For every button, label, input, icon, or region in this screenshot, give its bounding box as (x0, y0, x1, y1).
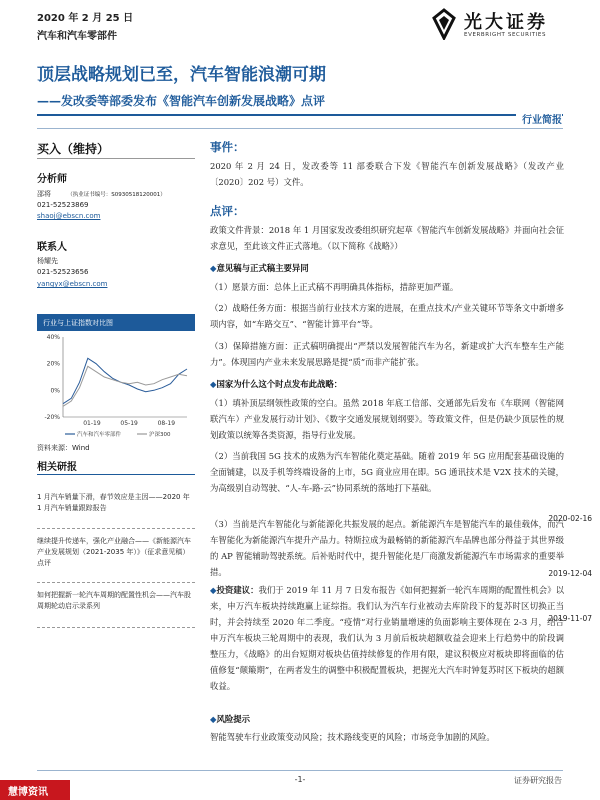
related-report-date: 2019-11-07 (548, 614, 592, 623)
subsection-heading-text: 意见稿与正式稿主要异同 (216, 263, 309, 273)
related-divider (37, 474, 195, 475)
title-divider (37, 114, 563, 116)
report-date: 2020 年 2 月 25 日 (37, 13, 134, 24)
related-report-text: 如何把握新一轮汽车周期的配置性机会——汽车股周期轮动启示录系列 (37, 591, 191, 610)
analyst-phone: 021-52523869 (37, 201, 89, 209)
related-report-text: 继续提升传递车，强化产业融合——《新能源汽车产业发展规划（2021-2035 年）》（征求意见稿）点评 (37, 537, 191, 567)
risk-heading-text: 风险提示 (216, 714, 250, 724)
x-tick-label: 01-19 (83, 420, 101, 427)
subsection-heading-text: 国家为什么这个时点发布此战略： (216, 379, 343, 389)
paragraph: （1）愿景方面：总体上正式稿不再明确具体指标，措辞更加严谨。 (210, 282, 459, 292)
paragraph: （2）当前我国 5G 技术的成熟为汽车智能化奠定基础。随着 2019 年 5G 应用配套基础设施的全面铺建，以及手机等终端设备的上市，5G 商业应用在即。5G 通讯技术是 V2X 技术的关键，为高级别自动驾驶、“人-车-路-云”协同系统的落地打下基础。 (210, 451, 564, 493)
contact-label: 联系人 (37, 242, 67, 253)
logo-subtext: EVERBRIGHT SECURITIES (464, 32, 547, 38)
comment-heading: 点评： (210, 204, 245, 218)
investment-advice-paragraph (210, 582, 564, 694)
legend-label: 汽车和汽车零部件 (77, 432, 122, 438)
footer-label: 证券研究报告 (514, 776, 562, 785)
y-tick-label: 40% (46, 334, 60, 341)
analyst-name (37, 189, 166, 199)
subsection-heading (210, 378, 342, 390)
investment-advice-text: 我们于 2019 年 11 月 7 日发布报告《如何把握新一轮汽车周期的配置性机会》以来，申万汽车板块持续跑赢上证综指。我们认为汽车行业被动去库阶段下的复苏时区切换正当时，并会持续至 2020 年二季度。“疫情”对行业销量增速的负面影响主要体现在 2-3 月，结合申万汽车板块三轮周期中的表现，我们认为 3 月前后板块超额收益会迎来上行趋势中的阶段调整压力，《战略》的出台短期对板块估值持续修复的作用有限，建议积极应对板块即将面临的估值修复“颠簸期”，在两者发生的调整中积极配置板块，把握光大汽车时钟复苏时区下板块的超额收益。 (210, 585, 564, 691)
diamond-bullet-icon: ◆ (210, 585, 217, 595)
subsection-heading (210, 262, 309, 274)
sector-name: 汽车和汽车零部件 (37, 31, 117, 42)
contact-name: 杨耀先 (37, 257, 58, 265)
page-number: -1- (294, 775, 306, 784)
analyst-label: 分析师 (37, 174, 67, 185)
related-divider (37, 582, 195, 583)
investment-advice-label: 投资建议： (216, 585, 259, 595)
y-tick-label: -20% (44, 414, 60, 421)
report-title: 顶层战略规划已至，汽车智能浪潮可期 (37, 65, 326, 85)
diamond-bullet-icon: ◆ (210, 714, 217, 724)
chart-source: 资料来源：Wind (37, 444, 90, 452)
contact-email-link[interactable]: yangyx@ebscn.com (37, 280, 108, 288)
y-tick-label: 0% (50, 387, 60, 395)
x-tick-label: 08-19 (157, 420, 176, 427)
legend-label: 沪深300 (149, 432, 171, 438)
related-research-title: 相关研报 (37, 462, 77, 473)
chart-header: 行业与上证指数对比图 (37, 314, 195, 331)
chart-plot (37, 331, 195, 443)
risk-paragraph: 智能驾驶车行业政策变动风险；技术路线变更的风险；市场竞争加剧的风险。 (210, 732, 495, 742)
diamond-bullet-icon: ◆ (210, 379, 217, 389)
related-report-date: 2020-02-16 (548, 514, 592, 523)
analyst-email-link[interactable]: shaoj@ebscn.com (37, 212, 101, 220)
document-type-label: 行业简报 (516, 111, 562, 126)
contact-phone: 021-52523656 (37, 268, 89, 276)
footer-divider (37, 770, 563, 771)
related-report-link[interactable] (37, 590, 195, 612)
diamond-bullet-icon: ◆ (210, 263, 217, 273)
watermark: 慧博资讯 (0, 780, 70, 800)
header-divider (37, 128, 563, 129)
analyst-cert: （执业证书编号：S0930518120001） (67, 192, 166, 198)
risk-heading (210, 713, 250, 725)
report-subtitle: ——发改委等部委发布《智能汽车创新发展战略》点评 (37, 94, 326, 108)
related-report-text: 1 月汽车销量下滑，春节效应是主因——2020 年 1 月汽车销量跟踪报告 (37, 493, 190, 512)
related-divider (37, 528, 195, 529)
event-paragraph: 2020 年 2 月 24 日，发改委等 11 部委联合下发《智能汽车创新发展战略》（发改产业〔2020〕202 号）文件。 (210, 161, 564, 187)
paragraph: （2）战略任务方面：根据当前行业技术方案的进展，在重点技术/产业关键环节等条文中新增多项内容，如“车路交互”、“智能计算平台”等。 (210, 303, 564, 329)
series-line-2 (63, 366, 187, 406)
related-divider (37, 627, 195, 628)
related-report-link[interactable] (37, 492, 195, 514)
x-tick-label: 05-19 (120, 420, 138, 427)
rating-divider (37, 158, 195, 159)
paragraph: （3）保障措施方面：正式稿明确提出“严禁以发展智能汽车为名，新建或扩大汽车整车生产能力”。体现国内产业未来发展思路是提“质”而非产能扩张。 (210, 341, 564, 367)
event-heading: 事件： (210, 140, 245, 154)
background-paragraph: 政策文件背景：2018 年 1 月国家发改委组织研究起草《智能汽车创新发展战略》并面向社会征求意见，至此该文件正式落地。（以下简称《战略》） (210, 225, 564, 251)
company-logo (430, 6, 570, 44)
rating: 买入（维持） (37, 142, 110, 156)
industry-vs-index-chart (37, 314, 195, 438)
paragraph: （1）填补顶层纲领性政策的空白。虽然 2018 年底工信部、交通部先后发布《车联网（智能网联汽车）产业发展行动计划》、《数字交通发展规划纲要》。等政策文件，但是仍缺少顶层性的规划政策以统筹各类资源，指导行业发展。 (210, 398, 564, 440)
y-tick-label: 20% (46, 360, 60, 368)
related-report-date: 2019-12-04 (548, 569, 592, 578)
analyst-name-text: 邵将 (37, 190, 51, 198)
logo-mark-icon (430, 8, 458, 40)
paragraph: （3）当前是汽车智能化与新能源化共振发展的起点。新能源汽车是智能汽车的最佳载体，而汽车智能化为新能源汽车提升产品力。特斯拉成为最畅销的新能源汽车品牌也部分得益于其世界级的 AP 智能辅助驾驶系统。后补贴时代中，提升智能化是厂商激发新能源汽车市场需求的重要举措。 (210, 519, 564, 577)
related-report-link[interactable] (37, 536, 195, 569)
logo-text: 光大证券 (464, 12, 548, 33)
